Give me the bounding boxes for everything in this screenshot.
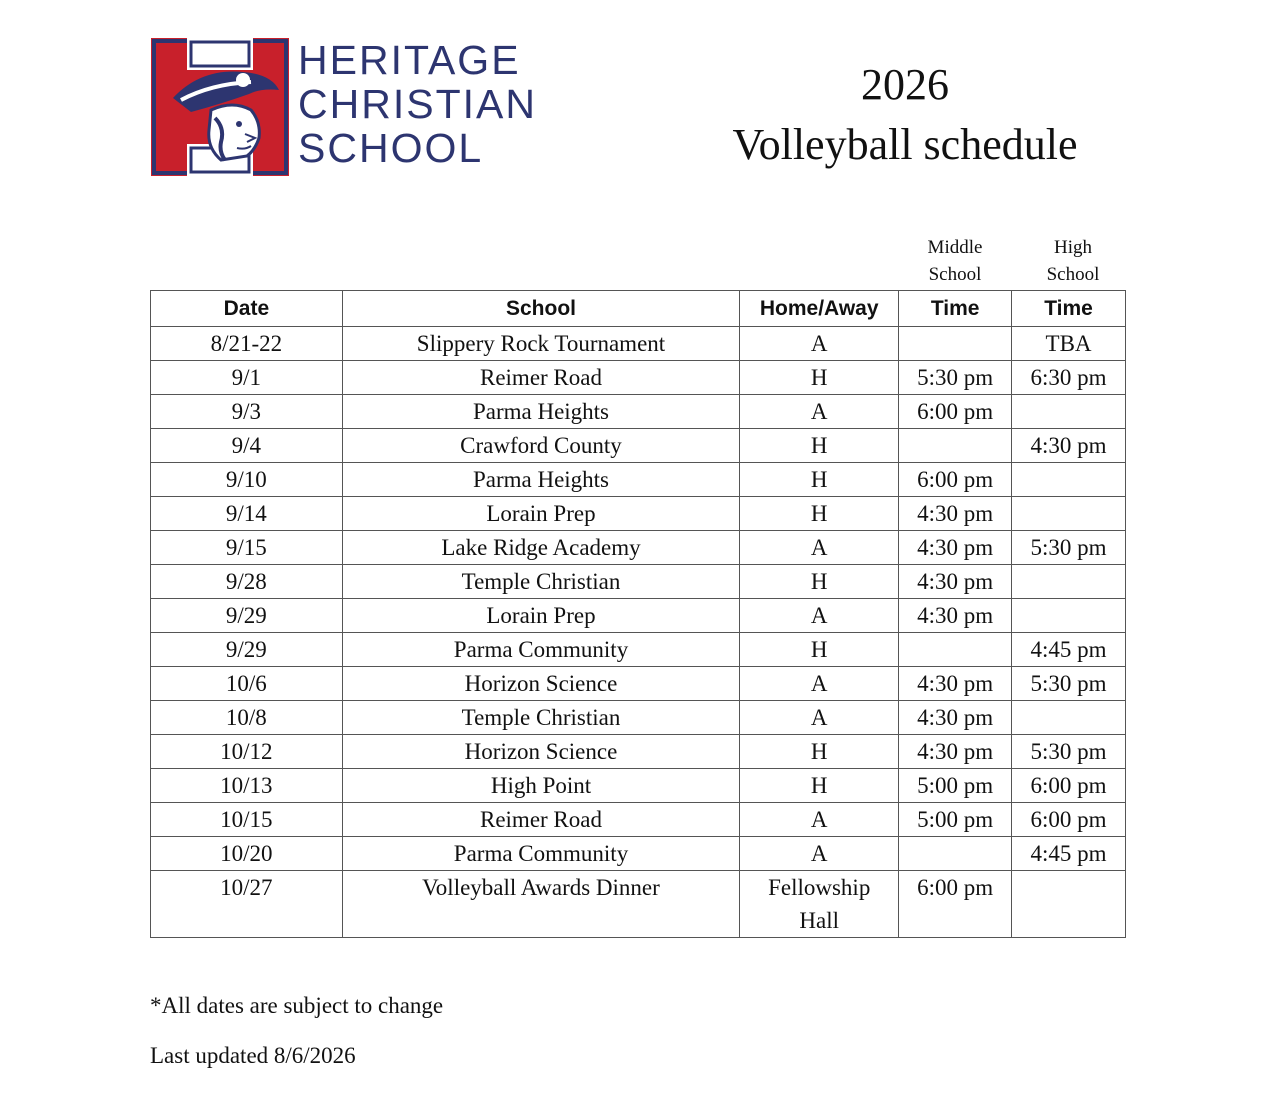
cell-ms-time	[899, 327, 1012, 361]
cell-home-away: Fellowship Hall	[740, 871, 899, 938]
cell-ms-time: 4:30 pm	[899, 531, 1012, 565]
cell-home-away: H	[740, 633, 899, 667]
cell-date: 9/29	[151, 633, 343, 667]
table-row	[151, 803, 1126, 837]
header-ms-time: Time	[899, 291, 1012, 327]
cell-home-away: H	[740, 565, 899, 599]
cell-ms-time	[899, 429, 1012, 463]
school-name	[298, 38, 537, 170]
cell-hs-time: 4:45 pm	[1012, 633, 1126, 667]
header-school: School	[342, 291, 739, 327]
cell-home-away: H	[740, 429, 899, 463]
cell-date: 9/15	[151, 531, 343, 565]
cell-school: Lorain Prep	[342, 497, 739, 531]
table-row	[151, 497, 1126, 531]
school-name-line: SCHOOL	[298, 125, 484, 171]
cell-ms-time: 5:00 pm	[899, 803, 1012, 837]
table-row	[151, 667, 1126, 701]
cell-date: 10/27	[151, 871, 343, 938]
cell-hs-time: 6:00 pm	[1012, 803, 1126, 837]
cell-home-away: A	[740, 599, 899, 633]
high-school-subhead	[1028, 234, 1118, 288]
cell-school: High Point	[342, 769, 739, 803]
cell-date: 10/20	[151, 837, 343, 871]
cell-date: 9/14	[151, 497, 343, 531]
cell-school: Lake Ridge Academy	[342, 531, 739, 565]
cell-hs-time	[1012, 497, 1126, 531]
cell-home-away: A	[740, 395, 899, 429]
cell-school: Temple Christian	[342, 701, 739, 735]
cell-home-away: H	[740, 735, 899, 769]
cell-date: 9/1	[151, 361, 343, 395]
cell-hs-time: TBA	[1012, 327, 1126, 361]
cell-date: 10/13	[151, 769, 343, 803]
cell-hs-time: 6:00 pm	[1012, 769, 1126, 803]
header-hs-time: Time	[1012, 291, 1126, 327]
table-row	[151, 531, 1126, 565]
cell-date: 10/8	[151, 701, 343, 735]
cell-date: 8/21-22	[151, 327, 343, 361]
cell-date: 9/28	[151, 565, 343, 599]
cell-ms-time	[899, 837, 1012, 871]
cell-ms-time: 4:30 pm	[899, 497, 1012, 531]
table-row	[151, 429, 1126, 463]
cell-school: Volleyball Awards Dinner	[342, 871, 739, 938]
table-row	[151, 735, 1126, 769]
cell-hs-time	[1012, 871, 1126, 938]
cell-home-away: A	[740, 327, 899, 361]
cell-school: Horizon Science	[342, 735, 739, 769]
cell-hs-time	[1012, 701, 1126, 735]
cell-date: 10/15	[151, 803, 343, 837]
cell-hs-time: 5:30 pm	[1012, 531, 1126, 565]
table-row	[151, 769, 1126, 803]
cell-ms-time	[899, 633, 1012, 667]
table-row	[151, 327, 1126, 361]
cell-hs-time: 4:45 pm	[1012, 837, 1126, 871]
cell-school: Reimer Road	[342, 803, 739, 837]
cell-ms-time: 5:00 pm	[899, 769, 1012, 803]
header-date: Date	[151, 291, 343, 327]
disclaimer-note: *All dates are subject to change	[150, 993, 444, 1018]
table-header-row	[151, 291, 1126, 327]
cell-date: 10/12	[151, 735, 343, 769]
cell-date: 9/3	[151, 395, 343, 429]
cell-ms-time: 6:00 pm	[899, 871, 1012, 938]
cell-home-away: A	[740, 803, 899, 837]
middle-school-subhead	[905, 234, 1005, 288]
cell-date: 9/4	[151, 429, 343, 463]
cell-school: Crawford County	[342, 429, 739, 463]
cell-date: 9/10	[151, 463, 343, 497]
cell-ms-time: 4:30 pm	[899, 701, 1012, 735]
table-row	[151, 463, 1126, 497]
title-name: Volleyball schedule	[732, 120, 1078, 169]
subhead-line: School	[928, 264, 982, 285]
cell-home-away: H	[740, 497, 899, 531]
school-name-line: CHRISTIAN	[298, 81, 537, 127]
cell-school: Parma Heights	[342, 395, 739, 429]
cell-home-away: H	[740, 361, 899, 395]
school-logo	[151, 38, 631, 176]
cell-hs-time: 6:30 pm	[1012, 361, 1126, 395]
cell-ms-time: 6:00 pm	[899, 463, 1012, 497]
cell-hs-time	[1012, 599, 1126, 633]
cell-home-away: A	[740, 837, 899, 871]
patriot-mascot-icon	[151, 38, 289, 176]
table-row	[151, 701, 1126, 735]
cell-ms-time: 4:30 pm	[899, 565, 1012, 599]
table-row	[151, 361, 1126, 395]
table-row	[151, 633, 1126, 667]
header-home-away: Home/Away	[740, 291, 899, 327]
cell-hs-time: 4:30 pm	[1012, 429, 1126, 463]
cell-school: Parma Community	[342, 633, 739, 667]
title-year: 2026	[861, 60, 949, 109]
table-row	[151, 837, 1126, 871]
page-title	[700, 55, 1110, 175]
cell-date: 9/29	[151, 599, 343, 633]
cell-home-away: A	[740, 701, 899, 735]
table-row	[151, 599, 1126, 633]
cell-ms-time: 4:30 pm	[899, 735, 1012, 769]
cell-hs-time	[1012, 565, 1126, 599]
cell-home-away: A	[740, 667, 899, 701]
cell-hs-time	[1012, 395, 1126, 429]
subhead-line: School	[1046, 264, 1100, 285]
cell-ms-time: 5:30 pm	[899, 361, 1012, 395]
table-row	[151, 565, 1126, 599]
school-name-line: HERITAGE	[298, 37, 521, 83]
cell-home-away: A	[740, 531, 899, 565]
cell-school: Lorain Prep	[342, 599, 739, 633]
cell-school: Slippery Rock Tournament	[342, 327, 739, 361]
cell-date: 10/6	[151, 667, 343, 701]
schedule-table	[150, 290, 1126, 938]
cell-school: Parma Heights	[342, 463, 739, 497]
cell-school: Reimer Road	[342, 361, 739, 395]
cell-hs-time	[1012, 463, 1126, 497]
cell-school: Temple Christian	[342, 565, 739, 599]
cell-hs-time: 5:30 pm	[1012, 735, 1126, 769]
cell-ms-time: 4:30 pm	[899, 599, 1012, 633]
cell-ms-time: 6:00 pm	[899, 395, 1012, 429]
cell-home-away: H	[740, 769, 899, 803]
cell-home-away: H	[740, 463, 899, 497]
table-row	[151, 871, 1126, 938]
cell-hs-time: 5:30 pm	[1012, 667, 1126, 701]
cell-school: Parma Community	[342, 837, 739, 871]
cell-ms-time: 4:30 pm	[899, 667, 1012, 701]
table-row	[151, 395, 1126, 429]
cell-school: Horizon Science	[342, 667, 739, 701]
subhead-line: Middle	[927, 237, 983, 258]
subhead-line: High	[1054, 237, 1092, 258]
last-updated-note: Last updated 8/6/2026	[150, 1043, 356, 1068]
